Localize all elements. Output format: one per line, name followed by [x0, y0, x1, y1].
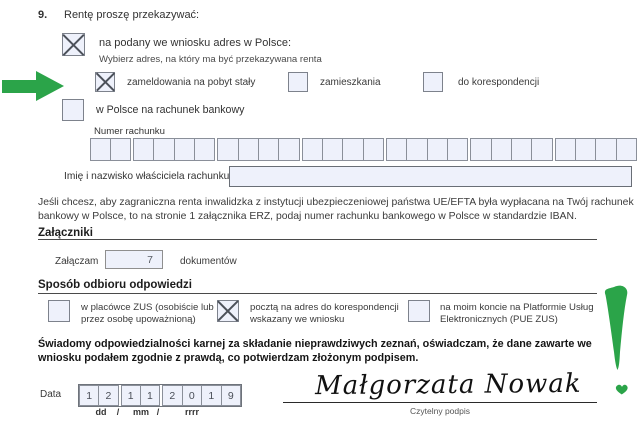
account-owner-input[interactable]: [229, 166, 632, 187]
account-group: [217, 138, 299, 161]
account-digit-cell[interactable]: [322, 138, 343, 161]
declaration-line-2: wniosku podałem zgodnie z prawdą, co potwierdzam złożonym podpisem.: [38, 352, 419, 364]
account-digit-cell[interactable]: [531, 138, 552, 161]
pickup-pue-label: [440, 302, 594, 326]
account-number-label: Numer rachunku: [94, 126, 165, 137]
account-digit-cell[interactable]: [555, 138, 576, 161]
date-digit-cell[interactable]: 2: [162, 385, 183, 406]
signature-caption: Czytelny podpis: [409, 406, 470, 416]
account-digit-cell[interactable]: [575, 138, 596, 161]
green-exclamation-annotation-icon: [598, 282, 638, 404]
checkbox-pickup-zus-office[interactable]: [48, 300, 70, 322]
account-group: [133, 138, 215, 161]
account-group: [90, 138, 131, 161]
checkbox-pickup-pue[interactable]: [408, 300, 430, 322]
account-digit-cell[interactable]: [174, 138, 195, 161]
account-digit-cell[interactable]: [153, 138, 174, 161]
account-digit-cell[interactable]: [278, 138, 299, 161]
date-digit-cell[interactable]: 1: [79, 385, 99, 406]
date-digit-cell[interactable]: 1: [140, 385, 160, 406]
account-digit-cell[interactable]: [447, 138, 468, 161]
date-digit-cell[interactable]: 1: [121, 385, 141, 406]
address-option-label: na podany we wniosku adres w Polsce:: [99, 37, 291, 49]
date-format-dd: dd: [95, 407, 107, 417]
account-digit-cell[interactable]: [491, 138, 512, 161]
attachments-header: Załączniki: [38, 227, 93, 239]
response-header: Sposób odbioru odpowiedzi: [38, 279, 192, 291]
declaration-line-1: Świadomy odpowiedzialności karnej za składanie nieprawdziwych zeznań, oświadczam, że dane zawarte we: [38, 338, 592, 350]
permanent-residence-label: zameldowania na pobyt stały: [127, 77, 256, 88]
date-digit-cell[interactable]: 2: [98, 385, 118, 406]
residence-label: zamieszkania: [320, 77, 381, 88]
attach-suffix-label: dokumentów: [180, 256, 237, 267]
date-row: [78, 384, 242, 407]
checkbox-pickup-by-post[interactable]: [217, 300, 239, 322]
address-hint: Wybierz adres, na który ma być przekazywana renta: [99, 54, 322, 65]
account-group: [386, 138, 468, 161]
date-separator: /: [116, 407, 120, 417]
account-digit-cell[interactable]: [90, 138, 111, 161]
attachments-divider: [38, 239, 597, 240]
arrow-head: [36, 71, 64, 101]
question-title: Rentę proszę przekazywać:: [64, 9, 200, 21]
date-separator: /: [156, 407, 160, 417]
account-digit-cell[interactable]: [110, 138, 131, 161]
account-digit-cell[interactable]: [470, 138, 491, 161]
date-digit-cell[interactable]: 9: [221, 385, 242, 406]
bank-option-label: w Polsce na rachunek bankowy: [96, 104, 245, 116]
checkbox-residence[interactable]: [288, 72, 308, 92]
note-line-2: bankowy w Polsce, to na stronie 1 załącznika ERZ, podaj numer rachunku bankowego w Polsce w standardzie IBAN.: [38, 211, 577, 222]
correspondence-label: do korespondencji: [458, 77, 540, 88]
date-digit-cell[interactable]: 1: [201, 385, 222, 406]
date-label: Data: [40, 389, 62, 400]
checkbox-bank-account[interactable]: [62, 99, 84, 121]
signature-line: [283, 402, 597, 403]
account-digit-cell[interactable]: [511, 138, 532, 161]
account-group: [470, 138, 552, 161]
account-digit-cell[interactable]: [342, 138, 363, 161]
account-digit-cell[interactable]: [406, 138, 427, 161]
green-arrow-annotation-icon: [2, 71, 64, 101]
account-digit-cell[interactable]: [258, 138, 279, 161]
account-digit-cell[interactable]: [427, 138, 448, 161]
checkbox-address-in-poland[interactable]: [62, 33, 85, 56]
account-group: [555, 138, 637, 161]
account-digit-cell[interactable]: [363, 138, 384, 161]
account-group: [302, 138, 384, 161]
pickup-zus-office-label: [81, 302, 214, 326]
label-line: na moim koncie na Platformie Usług: [440, 302, 594, 313]
date-group-dd: [79, 385, 119, 406]
account-digit-cell[interactable]: [194, 138, 215, 161]
account-digit-cell[interactable]: [217, 138, 238, 161]
account-digit-cell[interactable]: [302, 138, 323, 161]
question-number: 9.: [38, 9, 48, 21]
attachment-count-input[interactable]: 7: [105, 250, 163, 269]
date-group-mm: [121, 385, 161, 406]
account-digit-cell[interactable]: [595, 138, 616, 161]
label-line: wskazany we wniosku: [250, 314, 345, 325]
response-divider: [38, 293, 597, 294]
checkbox-correspondence[interactable]: [423, 72, 443, 92]
label-line: Elektronicznych (PUE ZUS): [440, 314, 558, 325]
date-format-mm: mm: [132, 407, 150, 417]
date-digit-cell[interactable]: 0: [182, 385, 203, 406]
account-digit-cell[interactable]: [238, 138, 259, 161]
signature-handwriting: Małgorzata Nowak: [314, 368, 582, 402]
label-line: pocztą na adres do korespondencji: [250, 302, 399, 313]
account-digit-cell[interactable]: [133, 138, 154, 161]
label-line: przez osobę upoważnioną): [81, 314, 196, 325]
checkbox-permanent-residence[interactable]: [95, 72, 115, 92]
label-line: w placówce ZUS (osobiście lub: [81, 302, 214, 313]
note-line-1: Jeśli chcesz, aby zagraniczna renta inwalidzka z instytucji ubezpieczeniowej państwa UE/EFTA była wypłacana na Twój rachunek: [38, 197, 634, 208]
date-format-rrrr: rrrr: [184, 407, 200, 417]
date-group-rrrr: [162, 385, 241, 406]
account-digit-cell[interactable]: [386, 138, 407, 161]
attach-prefix-label: Załączam: [55, 256, 99, 267]
account-owner-label: Imię i nazwisko właściciela rachunku: [64, 171, 230, 182]
arrow-shaft: [2, 80, 36, 93]
pickup-by-post-label: [250, 302, 399, 326]
account-digit-cell[interactable]: [616, 138, 637, 161]
account-number-row: [90, 138, 637, 161]
